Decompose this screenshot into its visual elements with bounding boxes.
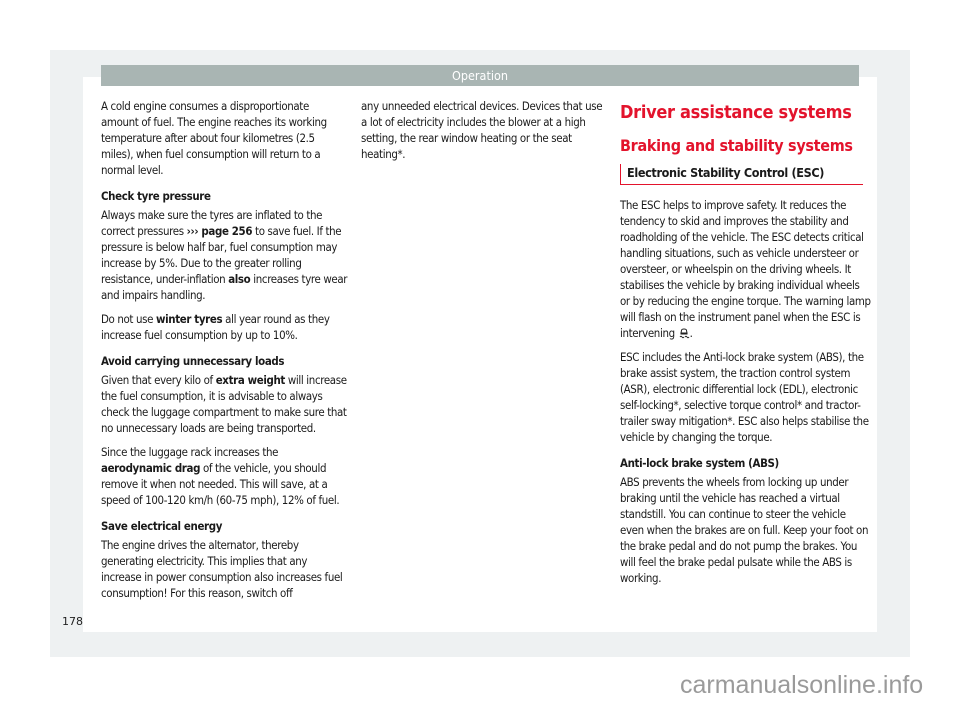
- paragraph-tyre-pressure: [101, 207, 349, 303]
- heading-abs: Anti-lock brake system (ABS): [620, 456, 779, 470]
- paragraph-cold-engine: A cold engine consumes a disproportionate amount of fuel. The engine reaches its working temperature after about four kilometres (2.5 miles), when fuel consumption will return to a normal level.: [101, 99, 327, 177]
- paragraph-esc-includes: ESC includes the Anti-lock brake system (ABS), the brake assist system, the traction control system (ASR), electronic differential lock (EDL), electronic self-locking*, selective torque control* and tractor-trailer sway mitigation*. ESC also helps stabilise the vehicle by changing the torque.: [620, 350, 869, 444]
- section-header-bar: Operation: [101, 65, 859, 86]
- heading-save-electrical: Save electrical energy: [101, 519, 223, 533]
- text: Always make sure the tyres are inflated to the correct pressures: [101, 208, 323, 238]
- column-middle: [361, 98, 609, 170]
- paragraph-extra-weight: [101, 372, 349, 436]
- text: Given that every kilo of: [101, 373, 216, 387]
- esc-skid-warning-icon: [678, 327, 690, 339]
- paragraph-abs: ABS prevents the wheels from locking up under braking until the vehicle has reached a virtual standstill. You can continue to steer the vehicle even when the brakes are on full. Keep your foot on the brake pedal and do not pump the brakes. You will feel the brake pedal pulsate while the ABS is working.: [620, 475, 869, 585]
- paragraph-alternator: The engine drives the alternator, thereby generating electricity. This implies that any increase in power consumption also increases fuel consumption! For this reason, switch off: [101, 538, 343, 600]
- text: will increase the fuel consumption, it is advisable to always check the luggage compartment to make sure that no unnecessary loads are being transported.: [101, 373, 347, 435]
- page-number: 178: [62, 615, 83, 628]
- text: Do not use: [101, 312, 156, 326]
- text: all year round as they increase fuel consumption by up to 10%.: [101, 312, 330, 342]
- bold-text: winter tyres: [156, 312, 223, 326]
- heading-esc: Electronic Stability Control (ESC): [620, 164, 863, 185]
- text: to save fuel. If the pressure is below half bar, fuel consumption may increase by 5%. Due to the greater rolling resistance, under-inflation: [101, 224, 342, 286]
- paragraph-esc-intro: [620, 197, 872, 341]
- heading-braking-stability: Braking and stability systems: [620, 136, 853, 155]
- paragraph-electrical-devices: any unneeded electrical devices. Devices that use a lot of electricity includes the blower at a high setting, the rear window heating or the seat heating*.: [361, 99, 603, 161]
- paragraph-winter-tyres: [101, 311, 349, 343]
- text: increases tyre wear and impairs handling.: [101, 272, 348, 302]
- text: .: [689, 326, 693, 340]
- paragraph-luggage-rack: [101, 444, 349, 508]
- heading-avoid-loads: Avoid carrying unnecessary loads: [101, 354, 285, 368]
- text: of the vehicle, you should remove it when not needed. This will save, at a speed of 100-120 km/h (60-75 mph), 12% of fuel.: [101, 461, 340, 507]
- heading-driver-assistance: Driver assistance systems: [620, 102, 852, 123]
- text: Since the luggage rack increases the: [101, 445, 279, 459]
- column-left: [101, 98, 349, 609]
- watermark: carmanualsonline.info: [680, 671, 924, 699]
- heading-check-tyre-pressure: Check tyre pressure: [101, 189, 211, 203]
- bold-text: aerodynamic drag: [101, 461, 201, 475]
- text: The ESC helps to improve safety. It reduces the tendency to skid and improves the stability and roadholding of the vehicle. The ESC detects critical handling situations, such as vehicle understeer or oversteer, or wheelspin on the driving wheels. It stabilises the vehicle by braking individual wheels or by reducing the engine torque. The warning lamp will flash on the instrument panel when the ESC is intervening: [620, 198, 871, 340]
- bold-text: extra weight: [215, 373, 285, 387]
- page-reference-link[interactable]: ››› page 256: [186, 224, 253, 238]
- column-right: [620, 98, 872, 594]
- bold-text: also: [228, 272, 251, 286]
